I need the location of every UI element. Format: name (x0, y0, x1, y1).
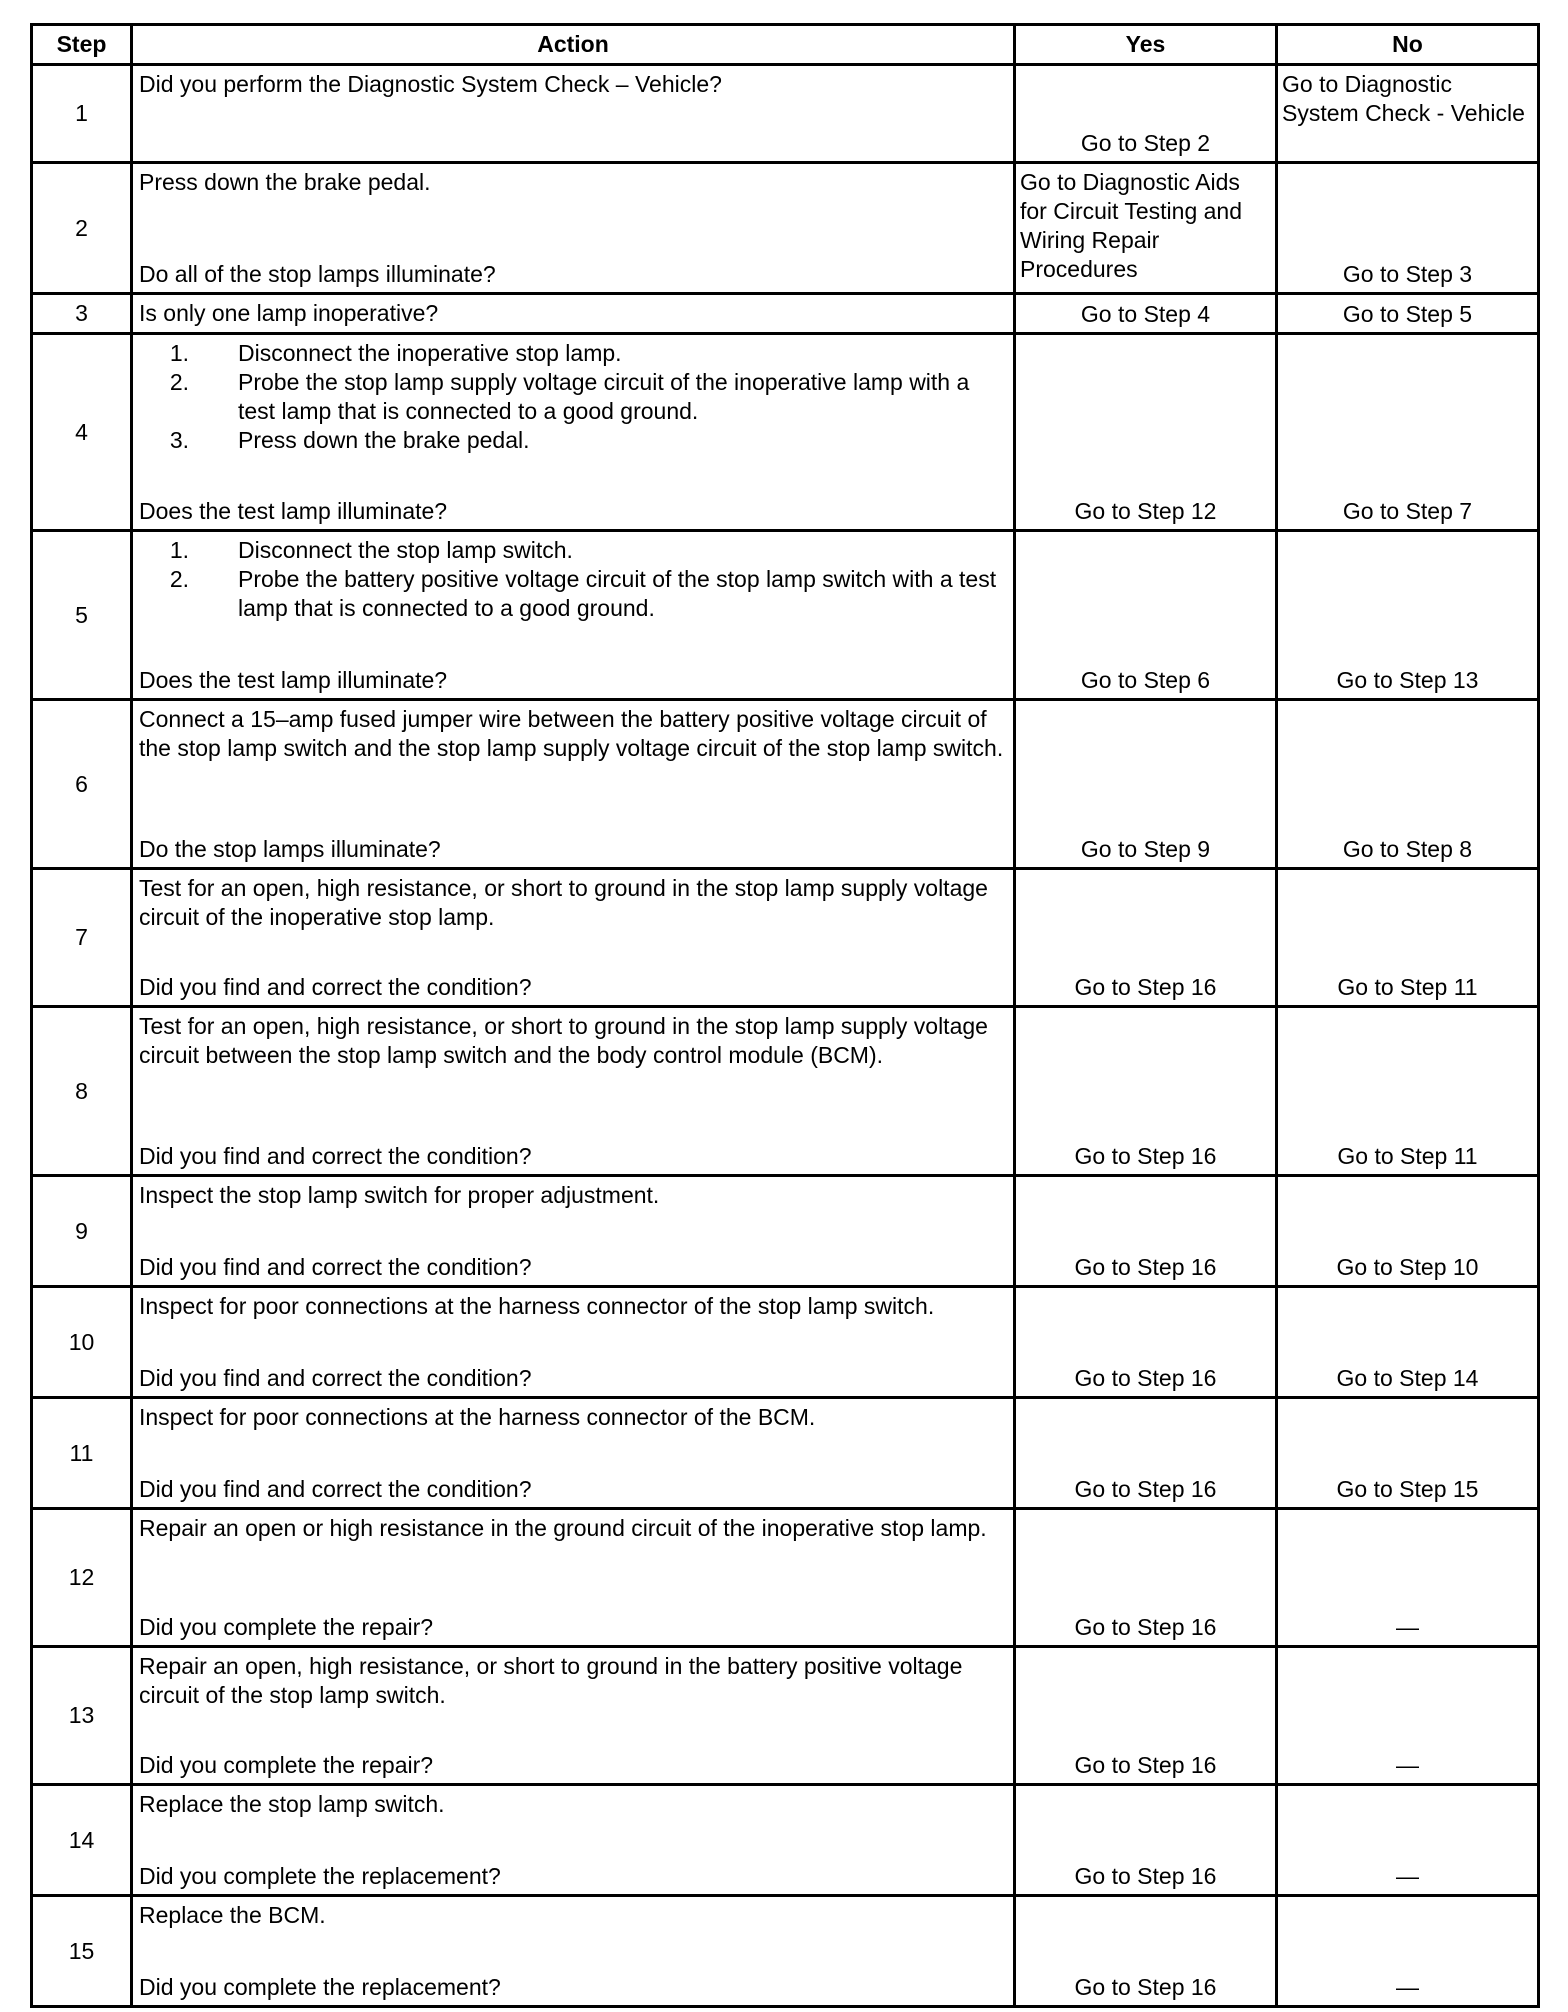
no-cell (1277, 1647, 1539, 1785)
table-row (32, 294, 1539, 334)
action-text: Inspect for poor connections at the harness connector of the stop lamp switch. (139, 1293, 935, 1319)
action-content (139, 1901, 1007, 2002)
action-content (139, 536, 1007, 695)
action-cell (132, 1287, 1015, 1398)
yes-cell (1015, 1785, 1277, 1896)
table-row (32, 1647, 1539, 1785)
action-instructions (139, 874, 1007, 932)
table-row (32, 1509, 1539, 1647)
procedure-item-text: Probe the stop lamp supply voltage circuit of the inoperative lamp with a test lamp that is connected to a good ground. (238, 369, 970, 424)
no-result: Go to Step 13 (1336, 667, 1479, 693)
yes-cell (1015, 1896, 1277, 2007)
action-instructions (139, 1181, 1007, 1210)
yes-result: Go to Step 12 (1074, 498, 1217, 524)
action-content (139, 1652, 1007, 1780)
action-cell (132, 531, 1015, 700)
yes-result: Go to Step 6 (1080, 667, 1211, 693)
step-number: 3 (32, 294, 132, 334)
no-cell (1277, 1176, 1539, 1287)
action-content (139, 1790, 1007, 1891)
procedure-item (139, 565, 1007, 623)
action-content (139, 299, 1007, 329)
action-question: Did you complete the repair? (139, 1614, 434, 1640)
action-question: Does the test lamp illuminate? (139, 498, 448, 524)
action-cell (132, 1398, 1015, 1509)
action-instructions (139, 70, 1007, 99)
procedure-item-number: 2. (169, 566, 189, 592)
header-action: Action (132, 25, 1015, 65)
table-row (32, 1287, 1539, 1398)
table-row (32, 531, 1539, 700)
action-instructions (139, 536, 1007, 623)
action-text: Press down the brake pedal. (139, 169, 431, 195)
table-row (32, 1007, 1539, 1176)
action-text: Test for an open, high resistance, or short to ground in the stop lamp supply voltage circuit of the inoperative stop lamp. (139, 875, 988, 930)
diagnostic-table (30, 23, 1540, 2008)
step-number: 14 (32, 1785, 132, 1896)
yes-result: Go to Step 16 (1074, 1254, 1217, 1280)
action-instructions (139, 299, 1007, 328)
action-text: Is only one lamp inoperative? (139, 300, 439, 326)
table-row (32, 1785, 1539, 1896)
step-number: 2 (32, 163, 132, 294)
procedure-item (139, 426, 1007, 455)
no-cell (1277, 1509, 1539, 1647)
action-content (139, 1181, 1007, 1282)
action-text: Test for an open, high resistance, or short to ground in the stop lamp supply voltage circuit between the stop lamp switch and the body control module (BCM). (139, 1013, 988, 1068)
action-cell (132, 1647, 1015, 1785)
no-result: Go to Step 11 (1337, 1143, 1478, 1169)
action-text: Repair an open, high resistance, or short to ground in the battery positive voltage circuit of the stop lamp switch. (139, 1653, 963, 1708)
step-number: 6 (32, 700, 132, 869)
action-content (139, 1292, 1007, 1393)
no-result: Go to Step 15 (1336, 1476, 1479, 1502)
action-text: Connect a 15–amp fused jumper wire between the battery positive voltage circuit of the stop lamp switch and the stop lamp supply voltage circuit of the stop lamp switch. (139, 706, 1004, 761)
yes-cell (1015, 65, 1277, 163)
yes-result: Go to Step 16 (1074, 974, 1217, 1000)
step-number: 5 (32, 531, 132, 700)
action-instructions (139, 705, 1007, 763)
yes-result: Go to Step 16 (1074, 1476, 1217, 1502)
procedure-item-text: Disconnect the stop lamp switch. (238, 537, 573, 563)
action-instructions (139, 1652, 1007, 1710)
action-instructions (139, 1514, 1007, 1543)
yes-cell (1015, 1647, 1277, 1785)
yes-cell (1015, 531, 1277, 700)
action-cell (132, 1896, 1015, 2007)
action-question: Did you find and correct the condition? (139, 1476, 532, 1502)
table-row (32, 869, 1539, 1007)
action-question: Did you find and correct the condition? (139, 1254, 532, 1280)
no-cell (1277, 1007, 1539, 1176)
action-content (139, 70, 1007, 158)
yes-cell (1015, 1287, 1277, 1398)
action-cell (132, 294, 1015, 334)
step-number: 1 (32, 65, 132, 163)
no-result: Go to Step 8 (1342, 836, 1473, 862)
table-row (32, 163, 1539, 294)
header-step: Step (32, 25, 132, 65)
yes-cell (1015, 1176, 1277, 1287)
yes-result: Go to Step 16 (1074, 1752, 1217, 1778)
table-row (32, 65, 1539, 163)
table-row (32, 334, 1539, 531)
yes-result: Go to Step 9 (1080, 836, 1211, 862)
action-cell (132, 1785, 1015, 1896)
yes-result: Go to Step 16 (1074, 1143, 1217, 1169)
no-cell (1277, 65, 1539, 163)
no-result: Go to Diagnostic System Check - Vehicle (1282, 71, 1525, 126)
table-row (32, 700, 1539, 869)
yes-cell (1015, 1007, 1277, 1176)
step-number: 10 (32, 1287, 132, 1398)
action-content (139, 874, 1007, 1002)
no-cell (1277, 1398, 1539, 1509)
no-result: Go to Step 10 (1336, 1254, 1479, 1280)
table-row (32, 1896, 1539, 2007)
no-result: Go to Step 14 (1336, 1365, 1479, 1391)
no-cell (1277, 1896, 1539, 2007)
action-text: Replace the stop lamp switch. (139, 1791, 445, 1817)
no-cell (1277, 1785, 1539, 1896)
step-number: 13 (32, 1647, 132, 1785)
action-content (139, 1514, 1007, 1642)
header-yes: Yes (1015, 25, 1277, 65)
action-question: Does the test lamp illuminate? (139, 667, 448, 693)
procedure-item-number: 2. (169, 369, 189, 395)
action-content (139, 168, 1007, 289)
procedure-item-text: Probe the battery positive voltage circuit of the stop lamp switch with a test lamp that is connected to a good ground. (238, 566, 997, 621)
no-result: Go to Step 5 (1342, 301, 1473, 327)
action-cell (132, 1007, 1015, 1176)
step-number: 11 (32, 1398, 132, 1509)
no-cell (1277, 294, 1539, 334)
action-content (139, 705, 1007, 864)
yes-cell (1015, 1398, 1277, 1509)
header-no: No (1277, 25, 1539, 65)
table-row (32, 1176, 1539, 1287)
action-text: Inspect the stop lamp switch for proper adjustment. (139, 1182, 660, 1208)
action-instructions (139, 339, 1007, 455)
action-cell (132, 65, 1015, 163)
no-result: Go to Step 3 (1342, 261, 1473, 287)
action-cell (132, 1176, 1015, 1287)
action-text: Did you perform the Diagnostic System Check – Vehicle? (139, 71, 722, 97)
action-cell (132, 869, 1015, 1007)
yes-cell (1015, 334, 1277, 531)
yes-result: Go to Step 4 (1080, 301, 1211, 327)
action-content (139, 339, 1007, 526)
action-cell (132, 334, 1015, 531)
procedure-list (139, 339, 1007, 455)
no-cell (1277, 700, 1539, 869)
yes-cell (1015, 700, 1277, 869)
action-instructions (139, 1292, 1007, 1321)
yes-result: Go to Step 2 (1080, 130, 1211, 156)
header-row (32, 25, 1539, 65)
action-text: Inspect for poor connections at the harness connector of the BCM. (139, 1404, 816, 1430)
procedure-item (139, 368, 1007, 426)
table-body (32, 65, 1539, 2007)
action-question: Do the stop lamps illuminate? (139, 836, 441, 862)
yes-result: Go to Diagnostic Aids for Circuit Testing and Wiring Repair Procedures (1020, 169, 1243, 282)
action-content (139, 1012, 1007, 1171)
step-number: 8 (32, 1007, 132, 1176)
step-number: 15 (32, 1896, 132, 2007)
no-result: — (1396, 1863, 1419, 1889)
action-instructions (139, 168, 1007, 197)
no-result: — (1396, 1614, 1419, 1640)
no-cell (1277, 1287, 1539, 1398)
action-instructions (139, 1403, 1007, 1432)
action-text: Repair an open or high resistance in the ground circuit of the inoperative stop lamp. (139, 1515, 987, 1541)
yes-cell (1015, 163, 1277, 294)
no-result: Go to Step 11 (1337, 974, 1478, 1000)
no-result: Go to Step 7 (1342, 498, 1473, 524)
yes-cell (1015, 869, 1277, 1007)
no-cell (1277, 531, 1539, 700)
table-row (32, 1398, 1539, 1509)
action-cell (132, 163, 1015, 294)
step-number: 4 (32, 334, 132, 531)
action-instructions (139, 1012, 1007, 1070)
no-cell (1277, 869, 1539, 1007)
action-content (139, 1403, 1007, 1504)
step-number: 12 (32, 1509, 132, 1647)
procedure-item-number: 1. (169, 537, 189, 563)
procedure-item-number: 3. (169, 427, 189, 453)
procedure-item (139, 339, 1007, 368)
step-number: 7 (32, 869, 132, 1007)
action-question: Do all of the stop lamps illuminate? (139, 261, 496, 287)
action-question: Did you complete the replacement? (139, 1974, 501, 2000)
action-question: Did you find and correct the condition? (139, 1143, 532, 1169)
action-question: Did you complete the repair? (139, 1752, 434, 1778)
no-cell (1277, 163, 1539, 294)
yes-cell (1015, 294, 1277, 334)
procedure-item (139, 536, 1007, 565)
action-question: Did you complete the replacement? (139, 1863, 501, 1889)
yes-result: Go to Step 16 (1074, 1365, 1217, 1391)
yes-result: Go to Step 16 (1074, 1863, 1217, 1889)
procedure-item-text: Press down the brake pedal. (238, 427, 530, 453)
action-text: Replace the BCM. (139, 1902, 326, 1928)
no-result: — (1396, 1752, 1419, 1778)
procedure-item-text: Disconnect the inoperative stop lamp. (238, 340, 622, 366)
action-cell (132, 1509, 1015, 1647)
yes-result: Go to Step 16 (1074, 1974, 1217, 2000)
no-result: — (1396, 1974, 1419, 2000)
action-question: Did you find and correct the condition? (139, 1365, 532, 1391)
procedure-list (139, 536, 1007, 623)
yes-cell (1015, 1509, 1277, 1647)
yes-result: Go to Step 16 (1074, 1614, 1217, 1640)
action-cell (132, 700, 1015, 869)
procedure-item-number: 1. (169, 340, 189, 366)
no-cell (1277, 334, 1539, 531)
action-question: Did you find and correct the condition? (139, 974, 532, 1000)
step-number: 9 (32, 1176, 132, 1287)
action-instructions (139, 1790, 1007, 1819)
action-instructions (139, 1901, 1007, 1930)
